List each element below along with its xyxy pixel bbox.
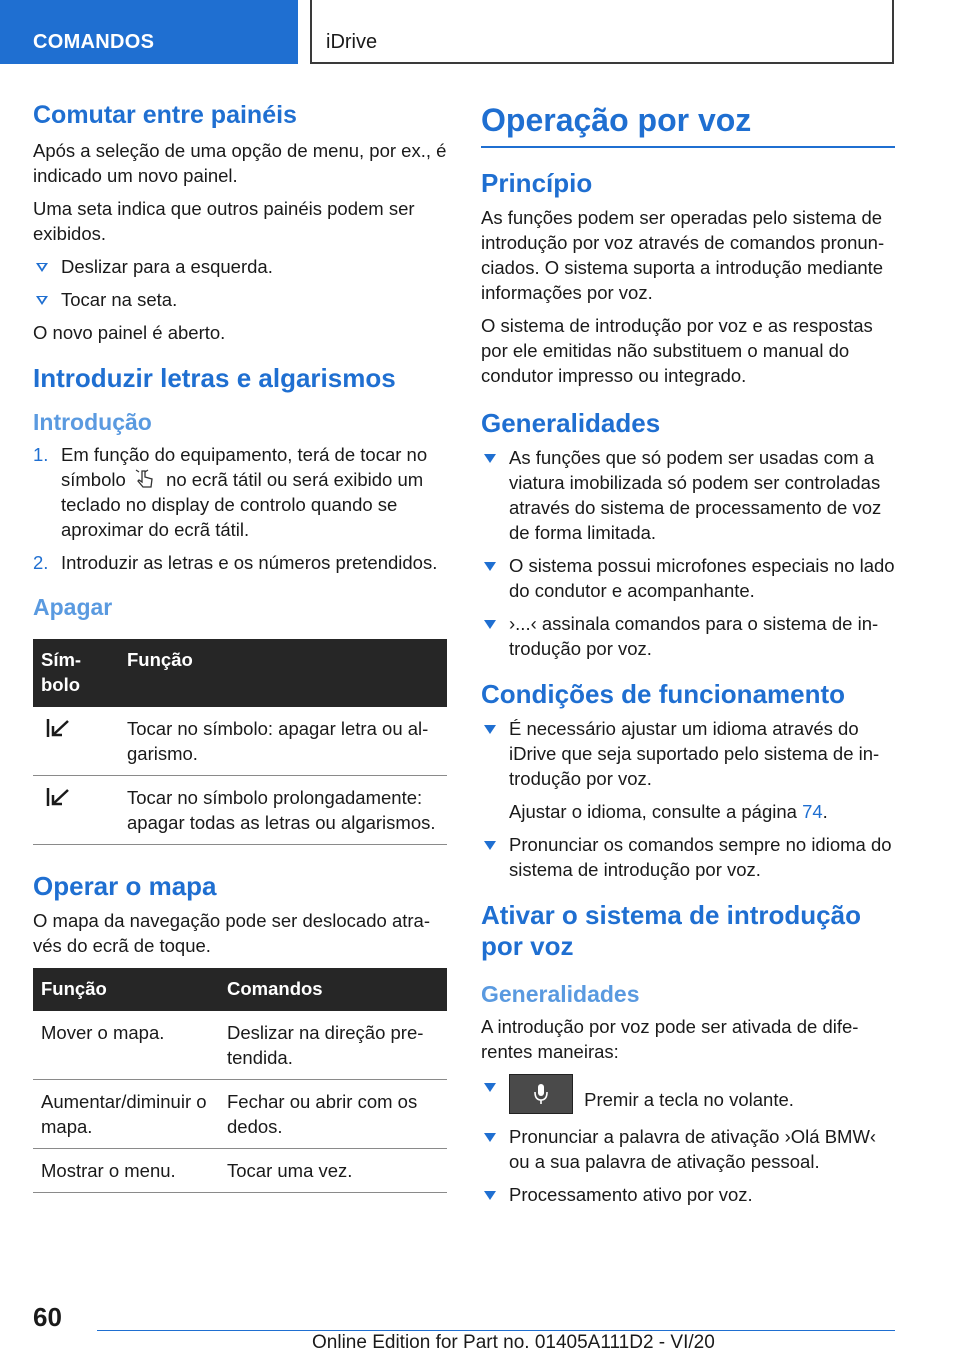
table-header-row (33, 639, 447, 707)
step-number: 1. (33, 444, 49, 465)
column-header-function: Função (33, 968, 219, 1011)
table-cell-symbol (33, 776, 119, 845)
delete-symbols-table (33, 639, 447, 845)
paragraph: Uma seta indica que outros painéis podem ser exibidos. (33, 198, 415, 244)
table-cell: Deslizar na direção pre-tendida. (219, 1011, 447, 1080)
subheading-delete: Apagar (33, 594, 113, 620)
header-chapter-tab (310, 0, 894, 64)
map-operation-table (33, 968, 447, 1193)
footer-divider (97, 1330, 895, 1331)
list-item-step-2 (33, 550, 447, 575)
backspace-arrow-icon (41, 716, 75, 740)
table-row (33, 1149, 447, 1193)
list-item-text: Premir a tecla no volante. (584, 1089, 794, 1110)
heading-operate-map: Operar o mapa (33, 871, 217, 901)
footer-edition: Online Edition for Part no. 01405A111D2 - VI/20 (312, 1332, 715, 1353)
header-section-label: COMANDOS (33, 31, 155, 53)
subheading-introduction: Introdução (33, 409, 152, 435)
table-cell-function: Tocar no símbolo: apagar letra ou al-garismo. (119, 707, 447, 776)
list-item-text: É necessário ajustar um idioma através do iDrive que seja suportado pelo sistema de in-trodução por voz. (509, 718, 880, 789)
list-item (481, 716, 895, 824)
table-cell: Tocar uma vez. (219, 1149, 447, 1193)
header-section-tab (0, 0, 298, 64)
cross-reference: Ajustar o idioma, consulte a página 74. (509, 801, 828, 822)
list-item: Deslizar para a esquerda. (33, 254, 447, 279)
column-header-commands: Comandos (219, 968, 447, 1011)
page-number: 60 (33, 1302, 62, 1332)
table-row (33, 1080, 447, 1149)
subheading-general: Generalidades (481, 981, 640, 1007)
paragraph: O novo painel é aberto. (33, 322, 226, 343)
list-item: Tocar na seta. (33, 287, 447, 312)
list-item-step-1 (33, 442, 447, 542)
table-row (33, 707, 447, 776)
list-item: ›...‹ assinala comandos para o sistema de in-trodução por voz. (481, 611, 895, 661)
header-chapter-label: iDrive (326, 31, 378, 53)
step-text: no ecrã tátil ou será exibido um teclado no display de controlo quando se aproximar do ecrã tátil. (61, 469, 424, 540)
paragraph: O mapa da navegação pode ser deslocado atra-vés do ecrã de toque. (33, 910, 430, 956)
page-link[interactable]: 74 (802, 801, 823, 822)
left-column (33, 100, 447, 1193)
table-header-row (33, 968, 447, 1011)
list-item: As funções que só podem ser usadas com a viatura imobilizada só podem ser controladas através do sistema de processamento de voz de forma limitada. (481, 445, 895, 545)
table-row (33, 776, 447, 845)
hand-touch-icon (131, 468, 161, 490)
cross-reference-text: Ajustar o idioma, consulte a página (509, 801, 797, 822)
paragraph: Após a seleção de uma opção de menu, por ex., é indicado um novo painel. (33, 140, 447, 186)
table-cell: Fechar ou abrir com os dedos. (219, 1080, 447, 1149)
table-cell: Mover o mapa. (33, 1011, 219, 1080)
heading-switch-panels: Comutar entre painéis (33, 101, 297, 129)
table-row (33, 1011, 447, 1080)
column-header-function: Função (119, 639, 447, 707)
table-cell: Mostrar o menu. (33, 1149, 219, 1193)
column-header-symbol: Sím-bolo (33, 639, 119, 707)
voice-button-image (509, 1074, 573, 1114)
heading-voice-operation: Operação por voz (481, 100, 895, 148)
heading-principle: Princípio (481, 168, 593, 198)
paragraph: A introdução por voz pode ser ativada de dife-rentes maneiras: (481, 1016, 859, 1062)
table-cell: Aumentar/diminuir o mapa. (33, 1080, 219, 1149)
paragraph: O sistema de introdução por voz e as respostas por ele emitidas não substituem o manual do condutor impresso ou integrado. (481, 315, 873, 386)
table-cell-symbol (33, 707, 119, 776)
step-text: Introduzir as letras e os números pretendidos. (61, 552, 438, 573)
list-item: Processamento ativo por voz. (481, 1182, 895, 1207)
list-item: O sistema possui microfones especiais no lado do condutor e acompanhante. (481, 553, 895, 603)
microphone-icon (510, 1075, 572, 1113)
paragraph: As funções podem ser operadas pelo sistema de introdução por voz através de comandos pronun-ciados. O sistema suporta a introdução mediante informações por voz. (481, 207, 885, 303)
table-cell-function: Tocar no símbolo prolongadamente: apagar todas as letras ou algarismos. (119, 776, 447, 845)
right-column (481, 100, 895, 1215)
step-text: Em função do equipamento, terá de tocar no símbolo (61, 444, 428, 490)
heading-activate-voice: Ativar o sistema de introdução por voz (481, 900, 861, 961)
backspace-arrow-icon (41, 785, 75, 809)
heading-operating-conditions: Condições de funcionamento (481, 679, 846, 709)
step-number: 2. (33, 552, 49, 573)
list-item: Pronunciar a palavra de ativação ›Olá BMW‹ ou a sua palavra de ativação pessoal. (481, 1124, 895, 1174)
heading-enter-letters: Introduzir letras e algarismos (33, 363, 396, 393)
list-item (481, 1074, 895, 1120)
heading-general: Generalidades (481, 408, 661, 438)
list-item: Pronunciar os comandos sempre no idioma do sistema de introdução por voz. (481, 832, 895, 882)
